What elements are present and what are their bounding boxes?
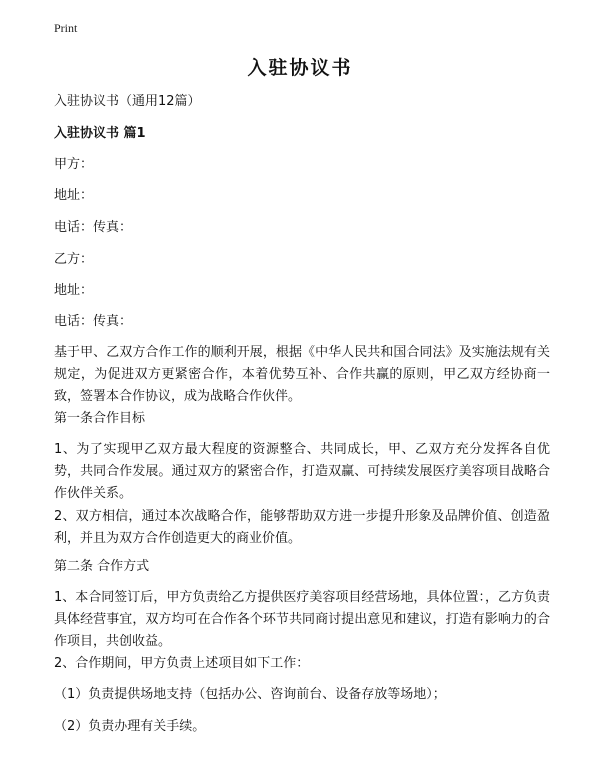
article-2-paragraph-1: 1、本合同签订后，甲方负责给乙方提供医疗美容项目经营场地，具体位置：，乙方负责具体经营事宜，双方均可在合作各个环节共同商讨提出意见和建议，打造有影响力的合作项目，共创收益。 — [54, 590, 550, 649]
party-b-address-label: 地址： — [54, 283, 94, 298]
party-b-phone-fax-label: 电话：传真： — [54, 314, 133, 329]
party-b-label: 乙方： — [54, 252, 94, 267]
document-subtitle: 入驻协议书（通用12篇） — [54, 94, 201, 109]
article-1-paragraph-1: 1、为了实现甲乙双方最大程度的资源整合、共同成长，甲、乙双方充分发挥各自优势，共同合作发展。通过双方的紧密合作，打造双赢、可持续发展医疗美容项目战略合作伙伴关系。 — [54, 442, 550, 501]
article-1-paragraph-2: 2、双方相信，通过本次战略合作，能够帮助双方进一步提升形象及品牌价值、创造盈利，并且为双方合作创造更大的商业价值。 — [54, 509, 550, 546]
party-a-label: 甲方： — [54, 157, 94, 172]
article-2-title: 第二条 合作方式 — [54, 559, 150, 574]
document-title: 入驻协议书 — [247, 57, 353, 79]
article-2-paragraph-2: 2、合作期间，甲方负责上述项目如下工作： — [54, 656, 310, 671]
section-heading: 入驻协议书 篇1 — [54, 126, 146, 141]
intro-paragraph: 基于甲、乙双方合作工作的顺利开展，根据《中华人民共和国合同法》及实施法规有关规定，为促进双方更紧密合作，本着优势互补、合作共赢的原则，甲乙双方经协商一致，签署本合作协议，成为战略合作伙伴。 — [54, 345, 550, 404]
party-a-phone-fax-label: 电话：传真： — [54, 220, 133, 235]
article-2-item-2: （2）负责办理有关手续。 — [54, 719, 206, 734]
print-label: Print — [54, 21, 78, 35]
article-2-item-1: （1）负责提供场地支持（包括办公、咨询前台、设备存放等场地）； — [54, 687, 446, 702]
party-a-address-label: 地址： — [54, 188, 94, 203]
article-1-title: 第一条合作目标 — [54, 411, 146, 426]
